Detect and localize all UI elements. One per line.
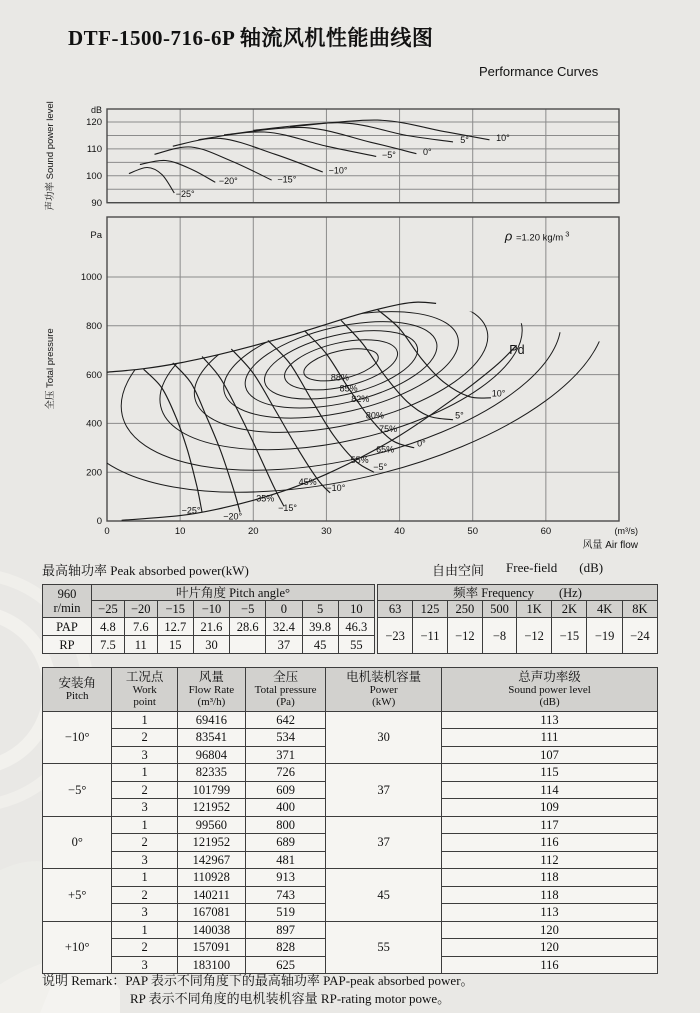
svg-text:65%: 65% <box>376 444 395 455</box>
pitch-cell: 0° <box>43 816 112 869</box>
value-cell: 12.7 <box>157 618 193 636</box>
power-cell: 37 <box>326 816 442 869</box>
svg-text:60: 60 <box>540 526 552 537</box>
svg-text:10°: 10° <box>491 388 506 399</box>
band-col-header: 8K <box>622 601 657 618</box>
svg-text:82%: 82% <box>351 394 370 405</box>
workpoint-cell: 3 <box>112 956 178 974</box>
svg-text:10°: 10° <box>496 133 510 144</box>
workpoint-cell: 1 <box>112 816 178 834</box>
col-header: 全压 Total pressure (Pa) <box>245 668 325 712</box>
svg-text:Pa: Pa <box>90 230 102 241</box>
pitch-cell: −10° <box>43 711 112 764</box>
workpoint-cell: 1 <box>112 764 178 782</box>
col-header: 安装角 Pitch <box>43 668 112 712</box>
table-row <box>43 764 658 782</box>
table-row <box>43 636 375 654</box>
row-label: RP <box>43 636 92 654</box>
svg-text:55%: 55% <box>350 455 369 466</box>
pressure-cell: 897 <box>245 921 325 939</box>
value-cell: 37 <box>266 636 302 654</box>
band-col-header: 63 <box>378 601 413 618</box>
svg-text:75%: 75% <box>379 423 398 434</box>
value-cell: −12 <box>447 618 482 654</box>
svg-text:800: 800 <box>86 321 102 332</box>
value-cell: 45 <box>302 636 338 654</box>
page-title: DTF-1500-716-6P 轴流风机性能曲线图 <box>68 26 434 50</box>
band-col-header: 125 <box>413 601 448 618</box>
remark-line2: RP 表示不同角度的电机装机容量 RP-rating motor powe。 <box>130 991 451 1007</box>
flow-cell: 83541 <box>177 729 245 747</box>
col-header: 风量 Flow Rate (m³/h) <box>177 668 245 712</box>
flow-cell: 142967 <box>177 851 245 869</box>
flow-cell: 96804 <box>177 746 245 764</box>
svg-text:−20°: −20° <box>223 511 243 522</box>
peak-power-caption: 最高轴功率 Peak absorbed power(kW) <box>42 563 249 578</box>
sound-cell: 114 <box>442 781 658 799</box>
svg-text:1000: 1000 <box>80 272 102 284</box>
peak-envelope-curve <box>107 302 436 372</box>
angle-col-header: 0 <box>266 601 302 618</box>
svg-text:400: 400 <box>86 418 102 430</box>
sound-curves <box>129 120 510 199</box>
flow-cell: 121952 <box>177 834 245 852</box>
value-cell: 30 <box>193 636 229 654</box>
value-cell: 32.4 <box>266 618 302 636</box>
page-subtitle: Performance Curves <box>479 64 599 79</box>
value-cell: −15 <box>552 618 587 654</box>
pitch-cell: +5° <box>43 869 112 922</box>
svg-text:10: 10 <box>174 526 186 537</box>
power-cell: 55 <box>326 921 442 974</box>
pressure-cell: 400 <box>245 799 325 817</box>
table-row <box>43 618 375 636</box>
frequency-header: 频率 Frequency (Hz) <box>378 585 658 601</box>
flow-cell: 121952 <box>177 799 245 817</box>
workpoint-cell: 1 <box>112 921 178 939</box>
pressure-cell: 371 <box>245 746 325 764</box>
workpoint-cell: 3 <box>112 904 178 922</box>
angle-col-header: −10 <box>193 601 229 618</box>
value-cell: 28.6 <box>230 618 266 636</box>
angle-col-header: −5 <box>230 601 266 618</box>
pitch-angle-header: 叶片角度 Pitch angle° <box>92 585 375 601</box>
svg-text:40: 40 <box>394 526 405 537</box>
value-cell: −24 <box>622 618 657 654</box>
frequency-correction-table <box>377 584 658 654</box>
svg-text:−20°: −20° <box>218 175 238 186</box>
flow-cell: 110928 <box>177 869 245 887</box>
remark-line1: 说明 Remark：PAP 表示不同角度下的最高轴功率 PAP-peak absorbed power。 <box>42 973 474 988</box>
flow-cell: 69416 <box>177 711 245 729</box>
free-field-cn: 自由空间 <box>432 563 485 578</box>
value-cell: 21.6 <box>193 618 229 636</box>
table-row <box>43 921 658 939</box>
svg-text:88%: 88% <box>330 372 349 383</box>
svg-text:−10°: −10° <box>328 165 348 176</box>
svg-text:200: 200 <box>86 467 102 479</box>
row-label: PAP <box>43 618 92 636</box>
pressure-cell: 828 <box>245 939 325 957</box>
svg-text:−15°: −15° <box>278 502 298 513</box>
pressure-cell: 743 <box>245 886 325 904</box>
svg-text:dB: dB <box>90 105 102 115</box>
pressure-cell: 800 <box>245 816 325 834</box>
svg-text:45%: 45% <box>298 477 317 488</box>
free-field-caption <box>432 560 603 579</box>
svg-text:0: 0 <box>104 526 110 537</box>
flow-cell: 157091 <box>177 939 245 957</box>
col-header: 总声功率级 Sound power level (dB) <box>442 668 658 712</box>
svg-text:全压 Total pressure: 全压 Total pressure <box>45 328 56 410</box>
sound-cell: 116 <box>442 956 658 974</box>
workpoint-cell: 2 <box>112 781 178 799</box>
value-cell: 7.6 <box>124 618 157 636</box>
sound-cell: 113 <box>442 904 658 922</box>
pressure-grid <box>107 217 619 521</box>
main-table <box>42 667 658 974</box>
freq-table <box>377 584 658 654</box>
sound-cell: 115 <box>442 764 658 782</box>
value-cell: 4.8 <box>92 618 125 636</box>
sound-power-chart <box>40 92 660 214</box>
free-field-en: Free-field <box>506 560 558 575</box>
svg-text:−25°: −25° <box>181 505 201 516</box>
svg-text:5°: 5° <box>460 134 469 145</box>
svg-text:600: 600 <box>86 369 102 381</box>
flow-cell: 82335 <box>177 764 245 782</box>
value-cell: −19 <box>587 618 622 654</box>
angle-col-header: −15 <box>157 601 193 618</box>
workpoint-cell: 1 <box>112 711 178 729</box>
svg-text:50: 50 <box>467 526 479 537</box>
angle-col-header: 5 <box>302 601 338 618</box>
svg-text:85%: 85% <box>339 383 358 394</box>
value-cell: −23 <box>378 618 413 654</box>
pressure-cell: 689 <box>245 834 325 852</box>
band-col-header: 2K <box>552 601 587 618</box>
value-cell: 11 <box>124 636 157 654</box>
workpoint-cell: 2 <box>112 939 178 957</box>
svg-text:120: 120 <box>86 117 102 129</box>
table-row <box>43 816 658 834</box>
col-header: 工况点 Work point <box>112 668 178 712</box>
density-annotation: ρ =1.20 kg/m $^3$ <box>504 228 570 244</box>
svg-text:−5°: −5° <box>373 462 388 473</box>
pressure-cell: 534 <box>245 729 325 747</box>
band-col-header: 250 <box>447 601 482 618</box>
band-col-header: 500 <box>483 601 517 618</box>
sound-cell: 117 <box>442 816 658 834</box>
angle-col-header: 10 <box>338 601 374 618</box>
power-cell: 45 <box>326 869 442 922</box>
workpoint-cell: 2 <box>112 834 178 852</box>
value-cell: −8 <box>483 618 517 654</box>
value-cell: 15 <box>157 636 193 654</box>
sound-cell: 111 <box>442 729 658 747</box>
flow-cell: 167081 <box>177 904 245 922</box>
angle-col-header: −25 <box>92 601 125 618</box>
value-cell: −11 <box>413 618 448 654</box>
remark <box>42 972 474 1008</box>
sound-cell: 120 <box>442 921 658 939</box>
pressure-cell: 625 <box>245 956 325 974</box>
total-pressure-chart <box>40 214 660 562</box>
svg-text:0: 0 <box>96 516 102 528</box>
flow-cell: 99560 <box>177 816 245 834</box>
col-header: 电机装机容量 Power (kW) <box>326 668 442 712</box>
workpoint-cell: 3 <box>112 799 178 817</box>
workpoint-cell: 1 <box>112 869 178 887</box>
svg-text:0°: 0° <box>417 438 426 449</box>
flow-cell: 101799 <box>177 781 245 799</box>
sound-cell: 113 <box>442 711 658 729</box>
pressure-cell: 519 <box>245 904 325 922</box>
svg-text:(m³/s): (m³/s) <box>614 526 638 536</box>
sound-cell: 107 <box>442 746 658 764</box>
sound-cell: 118 <box>442 869 658 887</box>
table-row <box>378 618 658 654</box>
value-cell: −12 <box>516 618 551 654</box>
speed-cell: 960 r/min <box>43 585 92 618</box>
pressure-cell: 913 <box>245 869 325 887</box>
value-cell: 7.5 <box>92 636 125 654</box>
sound-cell: 109 <box>442 799 658 817</box>
band-col-header: 4K <box>587 601 622 618</box>
svg-text:声功率 Sound power level: 声功率 Sound power level <box>45 101 56 211</box>
workpoint-cell: 2 <box>112 729 178 747</box>
svg-text:35%: 35% <box>256 493 275 504</box>
svg-text:0°: 0° <box>422 146 432 157</box>
svg-text:−15°: −15° <box>277 174 297 185</box>
pitch-cell: +10° <box>43 921 112 974</box>
value-cell: 39.8 <box>302 618 338 636</box>
free-field-unit: (dB) <box>579 560 604 575</box>
svg-text:110: 110 <box>86 144 102 156</box>
table-row <box>43 869 658 887</box>
pap-table <box>42 584 375 654</box>
value-cell: 55 <box>338 636 374 654</box>
flow-cell: 140211 <box>177 886 245 904</box>
svg-text:100: 100 <box>86 171 102 182</box>
svg-text:5°: 5° <box>455 410 464 421</box>
angle-col-header: −20 <box>124 601 157 618</box>
value-cell: 46.3 <box>338 618 374 636</box>
svg-text:20: 20 <box>247 526 259 537</box>
flow-cell: 183100 <box>177 956 245 974</box>
pressure-cell: 642 <box>245 711 325 729</box>
svg-text:30: 30 <box>321 526 332 537</box>
peak-absorbed-power-table <box>42 584 375 654</box>
table-row <box>43 711 658 729</box>
svg-text:−5°: −5° <box>382 150 396 161</box>
performance-data-table <box>42 667 658 974</box>
svg-text:Pd: Pd <box>509 342 525 357</box>
power-cell: 37 <box>326 764 442 817</box>
workpoint-cell: 3 <box>112 851 178 869</box>
value-cell <box>230 636 266 654</box>
svg-text:80%: 80% <box>365 410 384 421</box>
sound-cell: 112 <box>442 851 658 869</box>
header-row <box>43 668 658 712</box>
sound-cell: 120 <box>442 939 658 957</box>
pressure-cell: 481 <box>245 851 325 869</box>
power-cell: 30 <box>326 711 442 764</box>
sound-cell: 118 <box>442 886 658 904</box>
workpoint-cell: 3 <box>112 746 178 764</box>
pressure-cell: 609 <box>245 781 325 799</box>
svg-text:90: 90 <box>91 197 102 209</box>
pitch-cell: −5° <box>43 764 112 817</box>
flow-cell: 140038 <box>177 921 245 939</box>
svg-text:风量 Air flow: 风量 Air flow <box>582 540 638 551</box>
band-col-header: 1K <box>516 601 551 618</box>
svg-text:−25°: −25° <box>175 188 195 199</box>
svg-text:−10°: −10° <box>326 483 346 494</box>
sound-cell: 116 <box>442 834 658 852</box>
workpoint-cell: 2 <box>112 886 178 904</box>
pressure-cell: 726 <box>245 764 325 782</box>
